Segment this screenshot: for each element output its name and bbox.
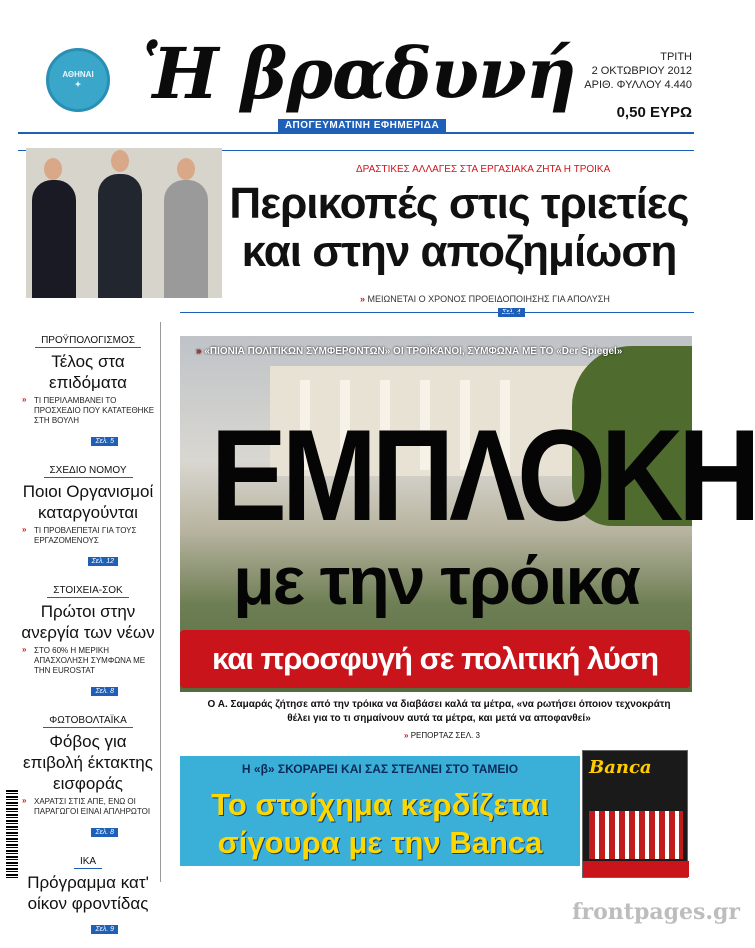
sidebar-item[interactable]: [18, 330, 158, 448]
promo-banner[interactable]: [180, 756, 580, 866]
promo-headline: [180, 786, 580, 862]
date-block: [584, 50, 692, 92]
promo-kicker: Η «β» ΣΚΟΡΑΡΕΙ ΚΑΙ ΣΑΣ ΣΤΕΛΝΕΙ ΣΤΟ ΤΑΜΕΙΟ: [241, 762, 519, 776]
sidebar-category: ΙΚΑ: [74, 856, 102, 869]
column-divider: [160, 322, 161, 882]
barcode: [6, 790, 18, 880]
top-story-photo: [26, 148, 222, 298]
sidebar-note: » ΤΙ ΠΕΡΙΛΑΜΒΑΝΕΙ ΤΟ ΠΡΟΣΧΕΔΙΟ ΠΟΥ ΚΑΤΑΤΕΘΗΚΕ ΣΤΗ ΒΟΥΛΗ: [18, 396, 158, 426]
issue-day: ΤΡΙΤΗ: [660, 51, 692, 63]
banca-magazine-cover[interactable]: [582, 750, 688, 878]
sidebar-item[interactable]: [18, 460, 158, 568]
seal-logo-icon: ΑΘΗΝΑΙ ✦: [46, 48, 110, 112]
report-ref-text: ΡΕΠΟΡΤΑΖ ΣΕΛ. 3: [410, 731, 480, 740]
page-ref-badge[interactable]: Σελ. 8: [91, 687, 118, 696]
sidebar-title: Φόβος για επιβολή έκτακτης εισφοράς: [23, 732, 153, 793]
page-ref-badge[interactable]: Σελ. 9: [91, 925, 118, 934]
top-story-subline: [360, 294, 610, 304]
arrow-icon: »: [404, 731, 409, 740]
sidebar-category: ΣΤΟΙΧΕΙΑ-ΣΟΚ: [47, 585, 128, 598]
report-ref[interactable]: [404, 731, 480, 740]
main-subheadline[interactable]: με την τρόικα: [233, 543, 639, 619]
sidebar-category: ΠΡΟΫΠΟΛΟΓΙΣΜΟΣ: [35, 335, 141, 348]
sidebar-category: ΦΩΤΟΒΟΛΤΑΪΚΑ: [43, 715, 133, 728]
sidebar-item[interactable]: [18, 710, 158, 839]
sidebar-title: Πρώτοι στην ανεργία των νέων: [21, 602, 155, 642]
page-ref-badge[interactable]: Σελ. 12: [88, 557, 118, 566]
sidebar-title: Τέλος στα επιδόματα: [49, 352, 127, 392]
newspaper-title: Ἡ βραδυνή: [142, 32, 576, 115]
red-headline-bar[interactable]: και προσφυγή σε πολιτική λύση: [180, 630, 690, 688]
arrow-icon: »: [196, 346, 202, 357]
masthead: [0, 0, 750, 140]
page-ref-badge[interactable]: Σελ. 8: [91, 828, 118, 837]
players-image: [589, 811, 683, 859]
sidebar-category: ΣΧΕΔΙΟ ΝΟΜΟΥ: [44, 465, 133, 478]
sidebar-item[interactable]: [18, 851, 158, 936]
watermark: frontpages.gr: [572, 899, 740, 925]
headline-line: και στην αποζημίωση: [241, 227, 677, 276]
issue-date: 2 ΟΚΤΩΒΡΙΟΥ 2012: [591, 65, 692, 77]
subline-text: ΜΕΙΩΝΕΤΑΙ Ο ΧΡΟΝΟΣ ΠΡΟΕΙΔΟΠΟΙΗΣΗΣ ΓΙΑ ΑΠΟΛΥΣΗ: [367, 294, 610, 304]
issue-number: ΑΡΙΘ. ΦΥΛΛΟΥ 4.440: [584, 79, 692, 91]
cover-strip: [583, 861, 689, 877]
top-story-kicker: ΔΡΑΣΤΙΚΕΣ ΑΛΛΑΓΕΣ ΣΤΑ ΕΡΓΑΣΙΑΚΑ ΖΗΤΑ Η ΤΡΟΙΚΑ: [356, 164, 611, 175]
price: 0,50 ΕΥΡΩ: [616, 104, 692, 121]
top-story-headline[interactable]: [226, 180, 692, 276]
kicker-text: «ΠΙΟΝΙΑ ΠΟΛΙΤΙΚΩΝ ΣΥΜΦΕΡΟΝΤΩΝ» ΟΙ ΤΡΟΪΚΑΝΟΙ, ΣΥΜΦΩΝΑ ΜΕ ΤΟ «Der Spiegel»: [204, 346, 623, 357]
banca-logo: Banca: [589, 757, 652, 778]
top-story[interactable]: [26, 148, 694, 314]
tagline: ΑΠΟΓΕΥΜΑΤΙΝΗ ΕΦΗΜΕΡΙΔΑ: [278, 119, 446, 133]
sidebar-note: » ΤΙ ΠΡΟΒΛΕΠΕΤΑΙ ΓΙΑ ΤΟΥΣ ΕΡΓΑΖΟΜΕΝΟΥΣ: [18, 526, 158, 546]
promo-line: Το στοίχημα κερδίζεται: [211, 787, 549, 822]
arrow-icon: »: [360, 294, 366, 304]
sidebar-note: » ΣΤΟ 60% Η ΜΕΡΙΚΗ ΑΠΑΣΧΟΛΗΣΗ ΣΥΜΦΩΝΑ ΜΕ ΤΗΝ EUROSTAT: [18, 646, 158, 676]
promo-line: σίγουρα με την Banca: [217, 825, 543, 860]
main-story-lede: Ο Α. Σαμαράς ζήτησε από την τρόικα να διαβάσει καλά τα μέτρα, «να ρωτήσει όποιον τεχνοκράτη θέλει για το τι σημαίνουν αυτά τα μέτρα, και μετά να αποφανθεί»: [207, 699, 671, 724]
page-ref-badge[interactable]: Σελ. 5: [91, 437, 118, 446]
divider: [180, 312, 694, 313]
sidebar-note: » ΧΑΡΑΤΣΙ ΣΤΙΣ ΑΠΕ, ΕΝΩ ΟΙ ΠΑΡΑΓΩΓΟΙ ΕΙΝΑΙ ΑΠΛΗΡΩΤΟΙ: [18, 797, 158, 817]
divider: [18, 132, 694, 134]
sidebar: [18, 330, 158, 948]
main-headline[interactable]: ΕΜΠΛΟΚΗ: [210, 402, 755, 548]
sidebar-title: Ποιοι Οργανισμοί καταργούνται: [22, 482, 154, 522]
main-story-kicker: [196, 346, 622, 357]
headline-line: Περικοπές στις τριετίες: [229, 179, 689, 228]
sidebar-title: Πρόγραμμα κατ' οίκον φροντίδας: [27, 873, 149, 913]
sidebar-item[interactable]: [18, 580, 158, 698]
